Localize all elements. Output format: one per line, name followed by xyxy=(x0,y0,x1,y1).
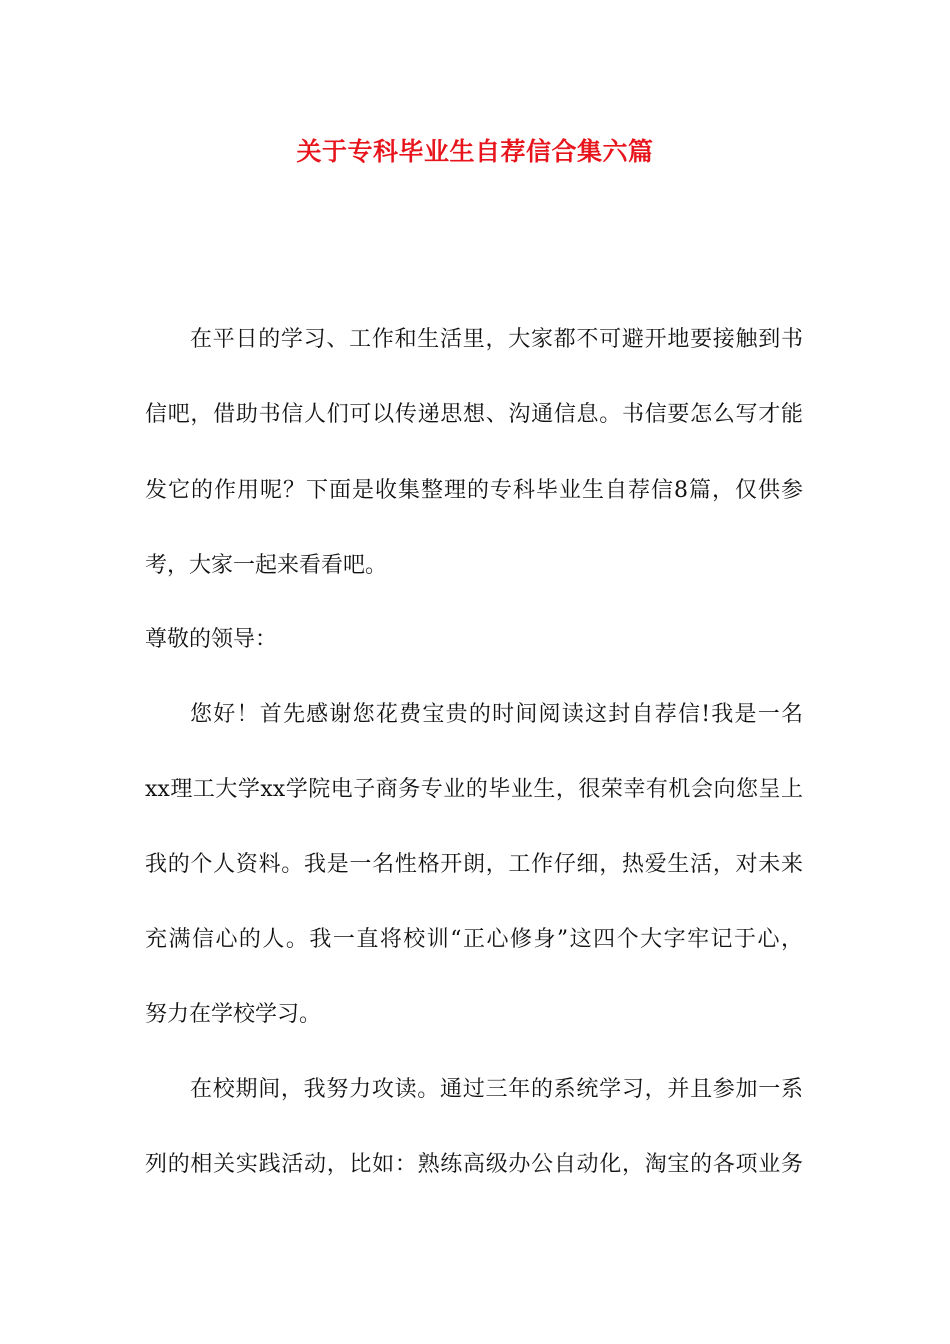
paragraph-line: 列的相关实践活动，比如：熟练高级办公自动化，淘宝的各项业务 xyxy=(145,1152,803,1177)
salutation-line: 尊敬的领导： xyxy=(145,627,278,652)
paragraph-line: 考，大家一起来看看吧。 xyxy=(145,553,388,578)
paragraph-line: 在校期间，我努力攻读。通过三年的系统学习，并且参加一系 xyxy=(190,1077,803,1102)
paragraph-line: 在平日的学习、工作和生活里，大家都不可避开地要接触到书 xyxy=(190,327,803,352)
paragraph-line: 发它的作用呢？下面是收集整理的专科毕业生自荐信8篇，仅供参 xyxy=(145,478,803,503)
document-title: 关于专科毕业生自荐信合集六篇 xyxy=(296,137,654,166)
paragraph-line: 信吧，借助书信人们可以传递思想、沟通信息。书信要怎么写才能 xyxy=(145,402,803,427)
paragraph-line: xx理工大学xx学院电子商务专业的毕业生，很荣幸有机会向您呈上 xyxy=(145,777,803,802)
paragraph-line: 您好！首先感谢您花费宝贵的时间阅读这封自荐信!我是一名 xyxy=(190,702,803,727)
paragraph-line: 努力在学校学习。 xyxy=(145,1002,322,1027)
paragraph-line: 我的个人资料。我是一名性格开朗，工作仔细，热爱生活，对未来 xyxy=(145,852,803,877)
paragraph-line: 充满信心的人。我一直将校训“正心修身”这四个大字牢记于心， xyxy=(145,927,803,952)
